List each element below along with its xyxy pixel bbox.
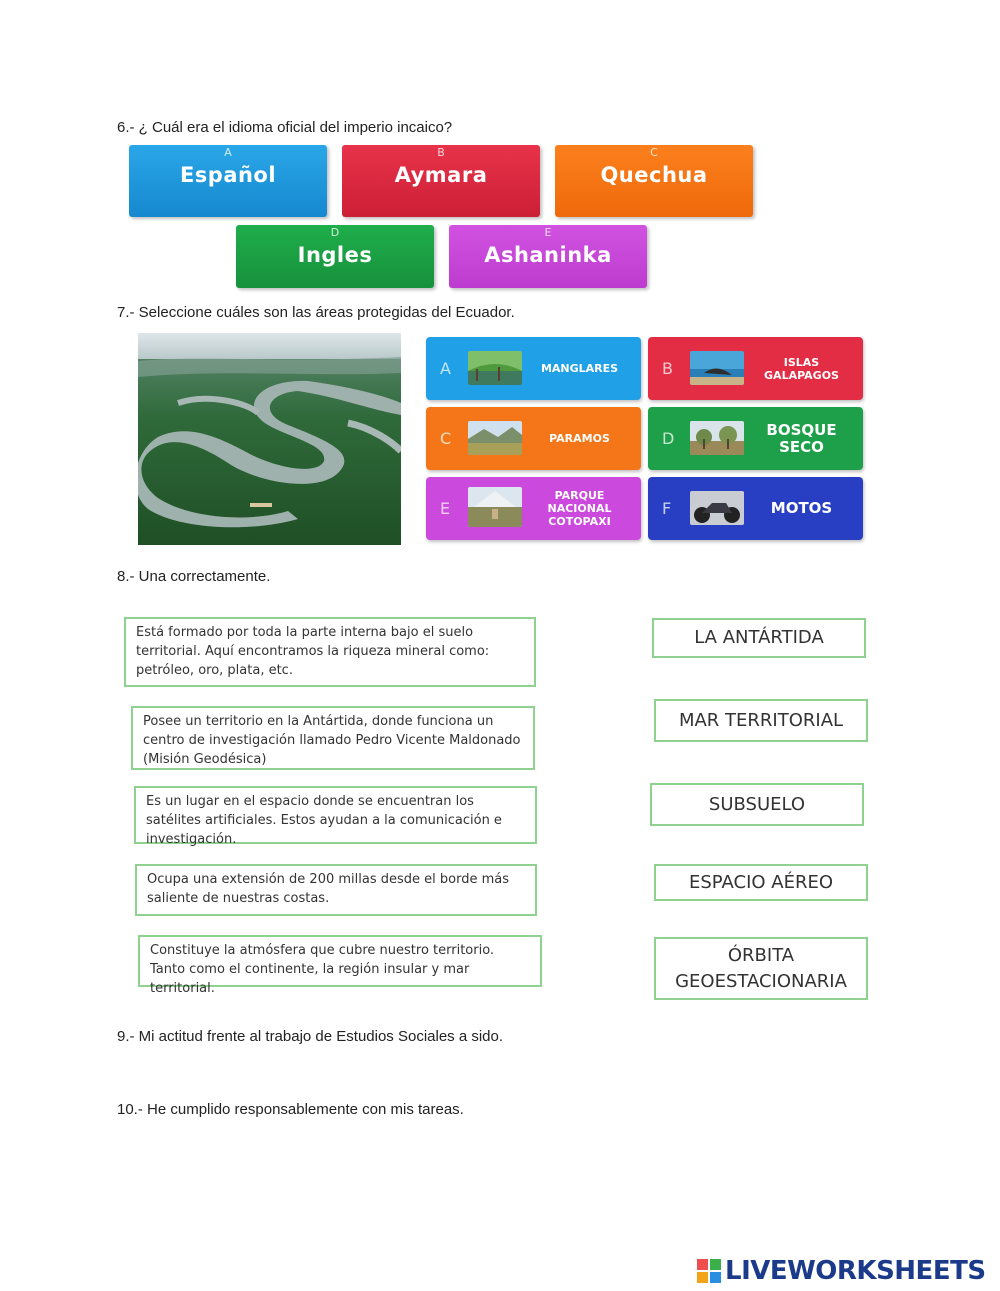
q8-answer-1[interactable]: LA ANTÁRTIDA bbox=[652, 618, 866, 658]
question-6-text: 6.- ¿ Cuál era el idioma oficial del imperio incaico? bbox=[117, 119, 453, 136]
option-letter: E bbox=[544, 226, 552, 239]
cotopaxi-thumbnail bbox=[468, 487, 522, 527]
q8-description-3[interactable]: Es un lugar en el espacio donde se encuentran los satélites artificiales. Estos ayudan a la comunicación e investigación. bbox=[134, 786, 537, 844]
option-label: PARQUE NACIONAL COTOPAXI bbox=[547, 489, 612, 528]
option-letter: D bbox=[662, 429, 675, 448]
q8-description-1[interactable]: Está formado por toda la parte interna bajo el suelo territorial. Aquí encontramos la riqueza mineral como: petróleo, oro, plata, etc. bbox=[124, 617, 536, 687]
option-letter: D bbox=[330, 226, 340, 239]
q8-answer-5[interactable]: ÓRBITA GEOESTACIONARIA bbox=[654, 937, 868, 1000]
q7-option-a[interactable] bbox=[426, 337, 641, 400]
q8-answer-2[interactable]: MAR TERRITORIAL bbox=[654, 699, 868, 742]
option-letter: E bbox=[440, 499, 451, 518]
q6-option-e[interactable] bbox=[449, 225, 647, 288]
question-8-text: 8.- Una correctamente. bbox=[117, 568, 271, 585]
option-letter: A bbox=[224, 146, 232, 159]
question-9-text: 9.- Mi actitud frente al trabajo de Estudios Sociales a sido. bbox=[117, 1028, 504, 1045]
option-label: Ingles bbox=[297, 243, 373, 267]
option-letter: C bbox=[440, 429, 452, 448]
question-7-text: 7.- Seleccione cuáles son las áreas protegidas del Ecuador. bbox=[117, 304, 515, 321]
option-letter: C bbox=[650, 146, 658, 159]
q8-description-4[interactable]: Ocupa una extensión de 200 millas desde el borde más saliente de nuestras costas. bbox=[135, 864, 537, 916]
option-letter: A bbox=[440, 359, 451, 378]
option-label: Aymara bbox=[394, 163, 488, 187]
option-label: MOTOS bbox=[770, 499, 833, 517]
galapagos-thumbnail bbox=[690, 351, 744, 385]
paramo-thumbnail bbox=[468, 421, 522, 455]
q7-option-d[interactable] bbox=[648, 407, 863, 470]
q6-option-d[interactable] bbox=[236, 225, 434, 288]
option-label: PARAMOS bbox=[549, 432, 610, 445]
option-letter: B bbox=[662, 359, 673, 378]
q6-option-c[interactable] bbox=[555, 145, 753, 217]
option-label: Quechua bbox=[600, 163, 708, 187]
q7-option-f[interactable] bbox=[648, 477, 863, 540]
question-10-text: 10.- He cumplido responsablemente con mis tareas. bbox=[117, 1101, 464, 1118]
q7-option-b[interactable] bbox=[648, 337, 863, 400]
amazon-river-photo bbox=[138, 333, 401, 545]
q7-option-c[interactable] bbox=[426, 407, 641, 470]
option-label: ISLAS GALAPAGOS bbox=[764, 355, 839, 382]
option-label: BOSQUE SECO bbox=[766, 420, 837, 456]
q6-option-b[interactable] bbox=[342, 145, 540, 217]
q8-description-2[interactable]: Posee un territorio en la Antártida, donde funciona un centro de investigación llamado Pedro Vicente Maldonado (Misión Geodésica) bbox=[131, 706, 535, 770]
live-badge-icon bbox=[697, 1259, 721, 1283]
q8-description-5[interactable]: Constituye la atmósfera que cubre nuestro territorio. Tanto como el continente, la región insular y mar territorial. bbox=[138, 935, 542, 987]
dry-forest-thumbnail bbox=[690, 421, 744, 455]
motorcycle-thumbnail bbox=[690, 491, 744, 525]
option-label: Español bbox=[179, 163, 277, 187]
q8-answer-4[interactable]: ESPACIO AÉREO bbox=[654, 864, 868, 901]
option-letter: F bbox=[662, 499, 672, 518]
option-label: Ashaninka bbox=[484, 243, 612, 267]
option-letter: B bbox=[437, 146, 445, 159]
q7-option-e[interactable] bbox=[426, 477, 641, 540]
brand-name: LIVEWORKSHEETS bbox=[725, 1256, 986, 1286]
liveworksheets-logo bbox=[697, 1256, 986, 1286]
q8-answer-3[interactable]: SUBSUELO bbox=[650, 783, 864, 826]
q6-option-a[interactable] bbox=[129, 145, 327, 217]
option-label: MANGLARES bbox=[540, 362, 619, 375]
mangrove-thumbnail bbox=[468, 351, 522, 385]
